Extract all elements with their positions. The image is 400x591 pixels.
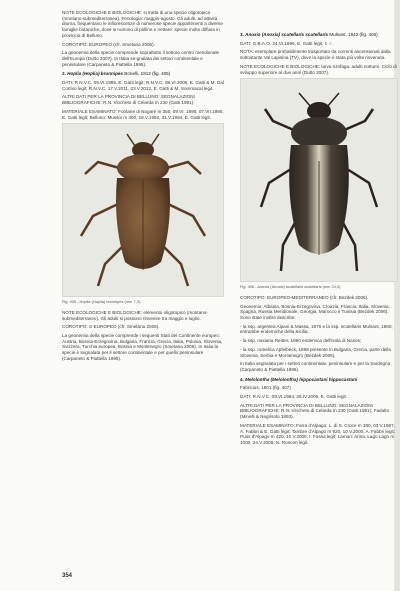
species-author: Bonelli, 1812 (fig. 405) [124, 71, 171, 77]
paragraph: In Italia segnalata per i settori continentale, peninsulare e per la Sardegna (Carpaneto & Piattella 1995). [240, 361, 391, 372]
paragraph: COROTIPO: EUROPEO-MEDITERRANEO (cfr. Bezdek 2006). [240, 294, 369, 300]
paragraph: - la ssp. naxiana Reitter, 1890 endemica dell'isola di Naxos; [240, 338, 362, 344]
data-paragraph: DATI: R.N.V.C. 09.VI.1984, 26.IV.2006, E. Gatti legit. [240, 394, 348, 400]
species-name: Hoplia (Hoplia) brunnipes [67, 71, 124, 77]
material-paragraph: MATERIALE ESAMINATO: Fontane di Nogaré m 350, 09.VI. 1990, 07.VII.1990, E. Gatti legit; Belluno: Mussoi m 400, 18.V.1992, 31.V.1994, E. Gatti legit. [62, 108, 224, 120]
paragraph: NOTE ECOLOGICHE E BIOLOGICHE: larva rizofaga, adulti notturni. Ciclo di sviluppo superiore al due anni (Dutto 2007). [240, 63, 397, 75]
figure-caption: Fig. 406 - Anoxia (Anoxia) scutellaris scutellaris (mm 24,0). [240, 284, 342, 290]
material-paragraph: MATERIALE ESAMINATO: Farra d'Alpago: L. di S. Croce m 380, 03.V.1997, A. Fabbri & E. Gatti legit; Tambre d'Alpago m 920, 10.V.2000, A. Fabbri legit; Puos d'Alpago m 420, 10.V.2000, I. Fossa legit; Lamon: Arina, Lago Lago m 1000, 24.V.2009, N. Roncen legit. [240, 422, 396, 445]
beetle-photo-hoplia [62, 123, 224, 297]
species-heading [240, 377, 398, 383]
species-heading [240, 32, 398, 38]
data-paragraph: DATI: G.B.A.O. 24.VI.1996, E. Gatti legit, 1 ♂. [240, 40, 334, 46]
paragraph: COROTIPO: EUROPEO (cfr. Smetana 2006). [62, 41, 155, 47]
paragraph: NOTE ECOLOGICHE E BIOLOGICHE: si tratta di una specie oligotopica (montano-submediterranea). Fenologia: maggio-agosto. Gli adulti, ad attività diurna, frequentano le infiorescenze di numerose specie appartenenti a diverse famiglie botaniche, dove si nutrono di polline e nettare: specie molto diffusa in provincia di Belluno. [62, 10, 223, 38]
other-data-paragraph: ALTRI DATI PER LA PROVINCIA DI BELLUNO: SEGNALAZIONI BIBLIOGRAFICHE: R.N. Vincheto di Celarda m 230 (Gatti 1991). [62, 94, 195, 106]
species-number: 3. [240, 32, 244, 37]
paragraph: La geonemia della specie comprende soprattutto il settore centro meridionale dell'Europa (Dutto 2007). In Italia se-gnalata dei settori continentale e peninsulare (Carpaneto & Piattella 1995). [62, 50, 220, 67]
paragraph: NOTE ECOLOGICHE E BIOLOGICHE: elemento oligotopico (montano-submediterraneo). Gli adulti si possono rinvenire tra maggio e luglio. [62, 309, 208, 321]
right-column [240, 10, 398, 449]
species-name: Anoxia (Anoxia) scutellaris scutellaris [245, 32, 329, 37]
data-paragraph: DATI: R.N.V.C. 09.VI.1985, E. Gatti legit; R.N.V.C. 08.VI.2006, E. Gatti & M. Dal Cortivo legit; R.N.V.C. 17.V.2011, 23.V.2012, E. Gatti & M. Sommacal legit. [62, 80, 224, 91]
beetle-photo-anoxia [240, 78, 398, 282]
page-number: 354 [62, 573, 73, 579]
species-number: 4. [240, 376, 244, 382]
paragraph: - la ssp. argentea Alpani & Massa, 1976 e la ssp. scutellaris Mulsant, 1860, entrambe endemiche della Sicilia; [240, 323, 393, 335]
left-column [62, 10, 224, 365]
species-heading [62, 71, 224, 77]
paragraph: La geonemia della specie comprende i seguenti Stati del Continente europeo: Austria, Bosnia-Erzegovina, Bulgaria, Francia, Grecia, Italia, Polonia, Slovenia, Svizzera, Turchia europea, Bosnia e Montenegro (Smetana 2006). In Italia la specie è segnalata per il settore continentale e per quello peninsulare (Carpaneto & Piattella 1995). [62, 333, 223, 361]
species-author: Fabricius, 1801 (fig. 407) [240, 385, 291, 391]
hoplia-beetle-illustration [63, 124, 223, 296]
paragraph: Geonemia: Albania, Bosnia-Erzegovina, Croazia, Francia, Italia, Slovenia, Spagna, Russia Meridionale, Georgia, Marocco e Tunisia (Bezdek 2006). Sono state inoltre descritte: [240, 303, 390, 321]
paragraph: - la ssp. rumelica Apfelbeck, 1899 presente in Bulgaria, Grecia, parte della Slovenia, Serbia e Montenegro (Bezdek 2006). [240, 346, 391, 358]
other-data-paragraph: ALTRI DATI PER LA PROVINCIA DI BELLUNO: SEGNALAZIONI BIBLIOGRAFICHE: R.N. Vincheto di Celarda m 230 (Gatti 1991); Fadalto (Minelli & Negrisolo 1993). [240, 402, 390, 420]
species-name: Melolontha (Melolontha) hippocastani hippocastani [245, 376, 358, 382]
paragraph: NOTA: esemplare probabilmente trasportato da correnti ascensionali dalla sottostante Val Lapisina (TV), dove la specie è stata più volte rinvenuta. [240, 49, 391, 61]
figure-caption: Fig. 405 - Hoplia (Hoplia) brunnipes (mm 7,3). [62, 299, 142, 305]
anoxia-beetle-illustration [241, 79, 397, 281]
species-author: Mulsant, 1842 (fig. 406) [329, 32, 378, 37]
paragraph: COROTIPO: S-EUROPEO (cfr. Smetana 2006). [62, 324, 160, 330]
species-number: 2. [62, 71, 66, 77]
